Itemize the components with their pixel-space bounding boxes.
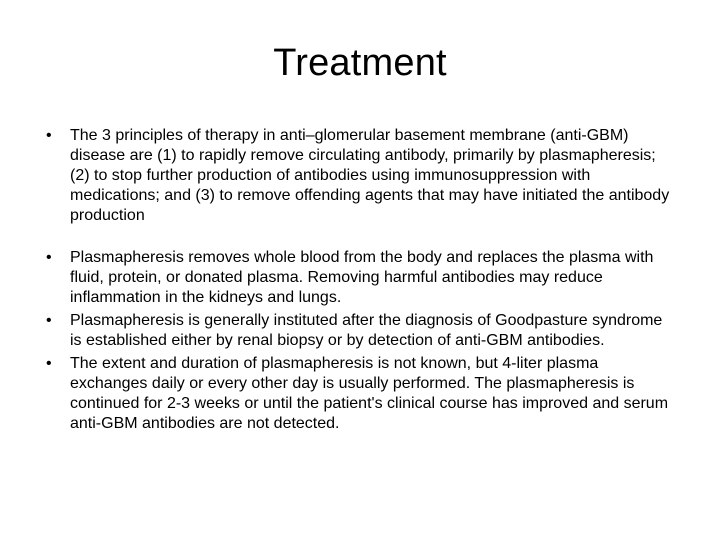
bullet-item — [46, 126, 674, 226]
bullet-dot-icon: • — [46, 355, 52, 372]
bullet-item — [46, 248, 674, 308]
bullet-text: Plasmapheresis removes whole blood from the body and replaces the plasma with fluid, protein, or donated plasma. Removing harmful antibodies may reduce inflammation in the kidneys and lungs. — [70, 249, 654, 306]
bullet-dot-icon: • — [46, 249, 52, 266]
bullet-item — [46, 354, 674, 434]
bullet-text: Plasmapheresis is generally instituted after the diagnosis of Goodpasture syndrome is established either by renal biopsy or by detection of anti-GBM antibodies. — [70, 312, 663, 349]
slide-title: Treatment — [273, 42, 447, 84]
bullet-text: The 3 principles of therapy in anti–glomerular basement membrane (anti-GBM) disease are (1) to rapidly remove circulating antibody, primarily by plasmapheresis; (2) to stop further production of antibodies using immunosuppression with medications; and (3) to remove offending agents that may have initiated the antibody production — [70, 127, 670, 224]
bullet-dot-icon: • — [46, 127, 52, 144]
bullet-list — [46, 126, 674, 437]
bullet-dot-icon: • — [46, 312, 52, 329]
bullet-text: The extent and duration of plasmapheresis is not known, but 4-liter plasma exchanges daily or every other day is usually performed. The plasmapheresis is continued for 2-3 weeks or until the patient's clinical course has improved and serum anti-GBM antibodies are not detected. — [70, 355, 669, 432]
bullet-item — [46, 311, 674, 351]
